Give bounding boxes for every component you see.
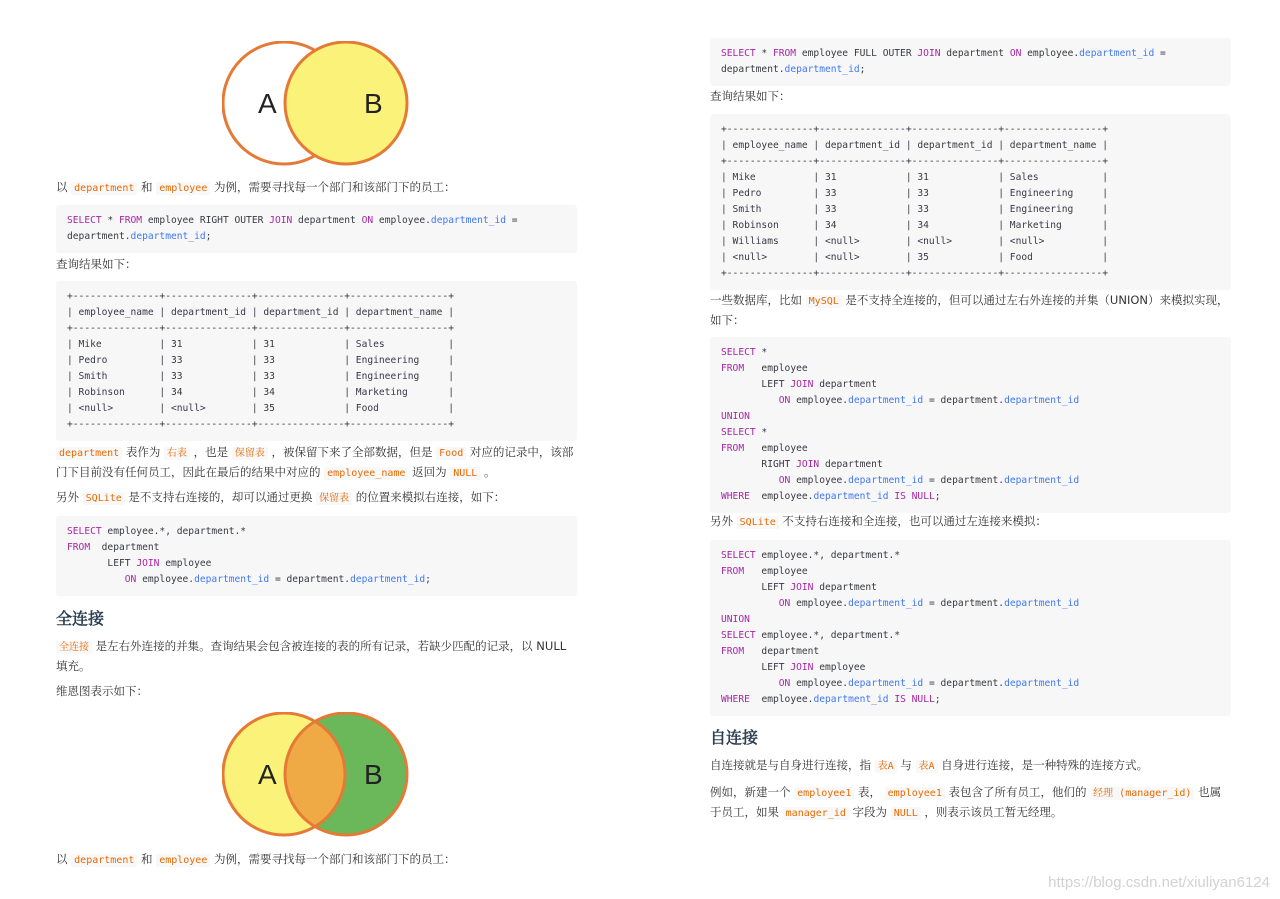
heading-full-join: 全连接	[56, 609, 105, 628]
venn-label-b: B	[364, 88, 383, 119]
venn-label-b: B	[364, 759, 383, 790]
self-join-description: 自连接就是与自身进行连接，指 表A 与 表A 自身进行连接，是一种特殊的连接方式。	[710, 758, 1149, 772]
code-block-right-join: SELECT * FROM employee RIGHT OUTER JOIN department ON employee.department_id = department.department_id;	[56, 205, 577, 253]
sqlite-note: 另外 SQLite 不支持右连接和全连接，也可以通过左连接来模拟：	[710, 514, 1047, 528]
result-label: 查询结果如下：	[710, 89, 791, 103]
venn-label-a: A	[258, 88, 277, 119]
full-join-description: 全连接 是左右外连接的并集。查询结果会包含被连接的表的所有记录，若缺少匹配的记录，以 NULL 填充。	[56, 639, 567, 673]
self-join-example: 例如，新建一个 employee1 表， employee1 表包含了所有员工，他们的 经理 (manager_id) 也属 于员工，如果 manager_id 字段为 NULL ，则表示该员工暂无经理。	[710, 785, 1222, 819]
result-table-right-join: +---------------+---------------+---------------+-----------------+ | employee_name | department_id | department_id | department_name | +---------------+---------------+---------------+-----------------+ | Mike | 31 | 31 | Sales | | Pedro | 33 | 33 | Engineering | | Smith | 33 | 33 | Engineering | | Robinson | 34 | 34 | Marketing | | <null> | <null> | 35 | Food | +---------------+---------------+---------------+-----------------+	[56, 281, 577, 441]
venn-label-a: A	[258, 759, 277, 790]
venn-label: 维恩图表示如下：	[56, 684, 148, 698]
intro-paragraph-2: 以 department 和 employee 为例，需要寻找每一个部门和该部门下的员工：	[56, 852, 456, 866]
result-label: 查询结果如下：	[56, 257, 137, 271]
watermark: https://blog.csdn.net/xiuliyan6124	[1048, 874, 1270, 891]
venn-diagram-full-join	[222, 712, 412, 838]
code-block-union: SELECT * FROM employee LEFT JOIN department ON employee.department_id = department.department_id UNION SELECT * FROM employee RIGHT JOIN department ON employee.department_id = department.department_id WHERE employee.department_id IS NULL;	[710, 337, 1231, 513]
venn-diagram-right-join	[222, 41, 412, 167]
sqlite-note: 另外 SQLite 是不支持右连接的，却可以通过更换 保留表 的位置来模拟右连接，如下：	[56, 490, 506, 504]
explain-paragraph: department 表作为 右表 ，也是 保留表 ，被保留下来了全部数据，但是 Food 对应的记录中，该部 门下目前没有任何员工，因此在最后的结果中对应的 employee_name 返回为 NULL 。	[56, 445, 574, 479]
mysql-note: 一些数据库，比如 MySQL 是不支持全连接的，但可以通过左右外连接的并集（UNION）来模拟实现， 如下：	[710, 293, 1229, 327]
code-block-sqlite-full: SELECT employee.*, department.* FROM employee LEFT JOIN department ON employee.department_id = department.department_id UNION SELECT employee.*, department.* FROM department LEFT JOIN employee ON employee.department_id = department.department_id WHERE employee.department_id IS NULL;	[710, 540, 1231, 716]
venn-circle-b	[285, 42, 407, 164]
result-table-full-join: +---------------+---------------+---------------+-----------------+ | employee_name | department_id | department_id | department_name | +---------------+---------------+---------------+-----------------+ | Mike | 31 | 31 | Sales | | Pedro | 33 | 33 | Engineering | | Smith | 33 | 33 | Engineering | | Robinson | 34 | 34 | Marketing | | Williams | <null> | <null> | <null> | | <null> | <null> | 35 | Food | +---------------+---------------+---------------+-----------------+	[710, 114, 1231, 290]
intro-paragraph: 以 department 和 employee 为例，需要寻找每一个部门和该部门下的员工：	[56, 180, 456, 194]
heading-self-join: 自连接	[710, 728, 759, 747]
code-block-full-join: SELECT * FROM employee FULL OUTER JOIN department ON employee.department_id = department.department_id;	[710, 38, 1231, 86]
code-block-sqlite-right: SELECT employee.*, department.* FROM department LEFT JOIN employee ON employee.department_id = department.department_id;	[56, 516, 577, 596]
